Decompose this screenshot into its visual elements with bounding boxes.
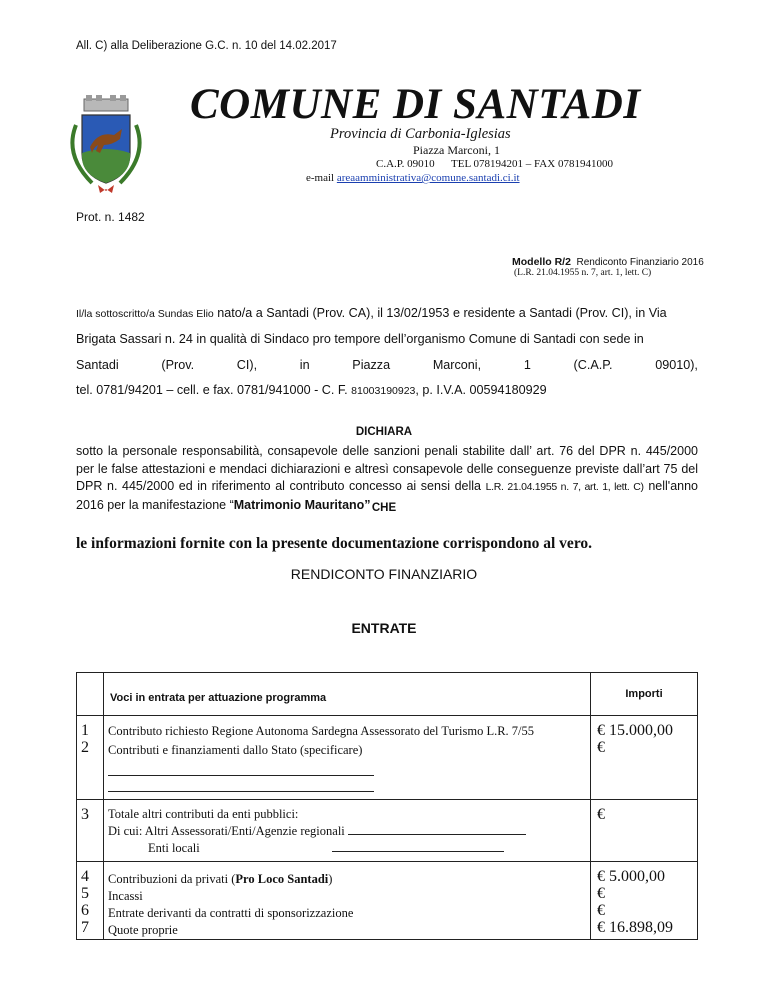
row-desc-part: ) [328,872,333,886]
manifestazione-name: Matrimonio Mauritano [233,497,365,512]
decl-word: 09010), [655,358,698,372]
veracity-statement: le informazioni fornite con la presente documentazione corrispondono al vero. [76,535,593,552]
row-desc: Totale altri contributi da enti pubblici: [108,807,299,821]
entrate-table [76,672,698,940]
row-amount: € [597,902,605,919]
coat-of-arms-icon [62,95,150,195]
decl-word: CI), [236,358,258,372]
blank-line [108,760,374,776]
decl-word: 1 [523,358,531,372]
contact-line [376,158,613,170]
blank-line [332,851,504,852]
pro-loco-name: Pro Loco Santadi [235,872,329,886]
cap-label: C.A.P. 09010 [376,158,435,170]
modello-code: Modello R/2 [512,256,571,268]
table-row [77,800,698,862]
table-header-row [77,673,698,716]
row-desc: Incassi [108,889,143,903]
rendiconto-title: RENDICONTO FINANZIARIO [290,566,478,582]
decl-word: (C.A.P. [573,358,613,372]
row-sub [108,840,586,857]
declaration-line-1 [76,306,698,320]
row-sub-label: Di cui: Altri Assessorati/Enti/Agenzie regionali [108,824,348,838]
allegato-reference: All. C) alla Deliberazione G.C. n. 10 del 14.02.2017 [76,40,337,52]
blank-line [348,834,526,835]
table-row [77,716,698,800]
row-number: 7 [81,919,89,936]
decl-word: Santadi [76,358,119,372]
row-amount: € [597,806,605,823]
row-sub-label: Enti locali [148,841,200,855]
declaration-line-4 [76,383,698,397]
email-link[interactable]: areaamministrativa@comune.santadi.ci.it [336,172,520,184]
row-desc-cell [104,800,591,862]
modello-label [512,256,704,268]
tel-fax-label: TEL 078194201 – FAX 0781941000 [451,158,613,170]
row-amount: € 5.000,00 [597,868,665,885]
row-desc: Contributi e finanziamenti dallo Stato (specificare) [108,743,363,757]
tel-text: tel. 0781/94201 – cell. e fax. 0781/941000 - C. F. [76,383,352,397]
provincia-label: Provincia di Carbonia-Iglesias [330,126,511,142]
row-number: 3 [81,806,89,823]
row-number: 2 [81,739,89,756]
sottoscritto-name: Il/la sottoscritto/a Sundas Elio [76,308,214,320]
row-imp-cell [591,862,698,940]
legge-inline: L.R. 21.04.1955 n. 7, art. 1, lett. C) [485,481,644,494]
closing-quote: ” [364,497,371,512]
row-number: 6 [81,902,89,919]
anno-text: nell'anno 2016 per la manifestazione “ [76,479,699,512]
row-num-cell [77,716,104,800]
partita-iva: , p. I.V.A. 00594180929 [415,383,547,397]
row-desc: Entrate derivanti da contratti di sponsorizzazione [108,906,354,920]
header-num-cell [77,673,104,716]
birth-residence-text: nato/a a Santadi (Prov. CA), il 13/02/1953 e residente a Santadi (Prov. CI), in Via [213,306,667,320]
address-label: Piazza Marconi, 1 [413,143,500,157]
decl-word: Piazza [352,358,391,372]
row-num-cell [77,800,104,862]
header-voci: Voci in entrata per attuazione programma [104,673,591,716]
row-desc-cell [104,862,591,940]
decl-word: in [299,358,310,372]
email-line [306,172,520,184]
protocol-number: Prot. n. 1482 [76,210,145,224]
decl-word: (Prov. [161,358,195,372]
codice-fiscale: 81003190923 [351,385,416,397]
row-desc [108,871,586,888]
row-number: 5 [81,885,89,902]
declaration-line-2: Brigata Sassari n. 24 in qualità di Sindaco pro tempore dell’organismo Comune di Santadi con sede in [76,332,644,346]
blank-line [108,776,374,792]
row-desc: Contributo richiesto Regione Autonoma Sardegna Assessorato del Turismo L.R. 7/55 [108,724,535,738]
page-title: COMUNE DI SANTADI [190,81,641,128]
decl-word: Marconi, [432,358,482,372]
row-amount: € [597,739,605,756]
email-label: e-mail [306,172,337,184]
row-num-cell [77,862,104,940]
row-amount: € 15.000,00 [597,722,673,739]
row-sub [108,823,586,840]
row-desc-cell [104,716,591,800]
row-number: 4 [81,868,89,885]
row-imp-cell [591,716,698,800]
row-amount: € [597,885,605,902]
dichiara-heading: DICHIARA [355,426,413,438]
modello-desc: Rendiconto Finanziario 2016 [576,257,704,268]
row-desc-part: Contribuzioni da privati ( [108,872,236,886]
legge-reference: (L.R. 21.04.1955 n. 7, art. 1, lett. C) [514,268,652,278]
row-amount: € 16.898,09 [597,919,673,936]
declaration-line-3 [76,358,698,372]
row-desc: Quote proprie [108,923,178,937]
header-importi: Importi [591,673,698,716]
row-number: 1 [81,722,89,739]
entrate-title: ENTRATE [351,620,417,636]
che-heading: CHE [371,502,397,514]
table-row [77,862,698,940]
responsibility-text: sotto la personale responsabilità, consapevole delle sanzioni penali stabilite dall’ art. 76 del DPR n. 445/2000 per le false attestazioni e mendaci dichiarazioni e altresì consapevole delle conseguenze previste dall’art 75 del DPR n. 445/2000 ed in riferimento al contributo concesso ai sensi della [76,444,698,494]
row-imp-cell [591,800,698,862]
